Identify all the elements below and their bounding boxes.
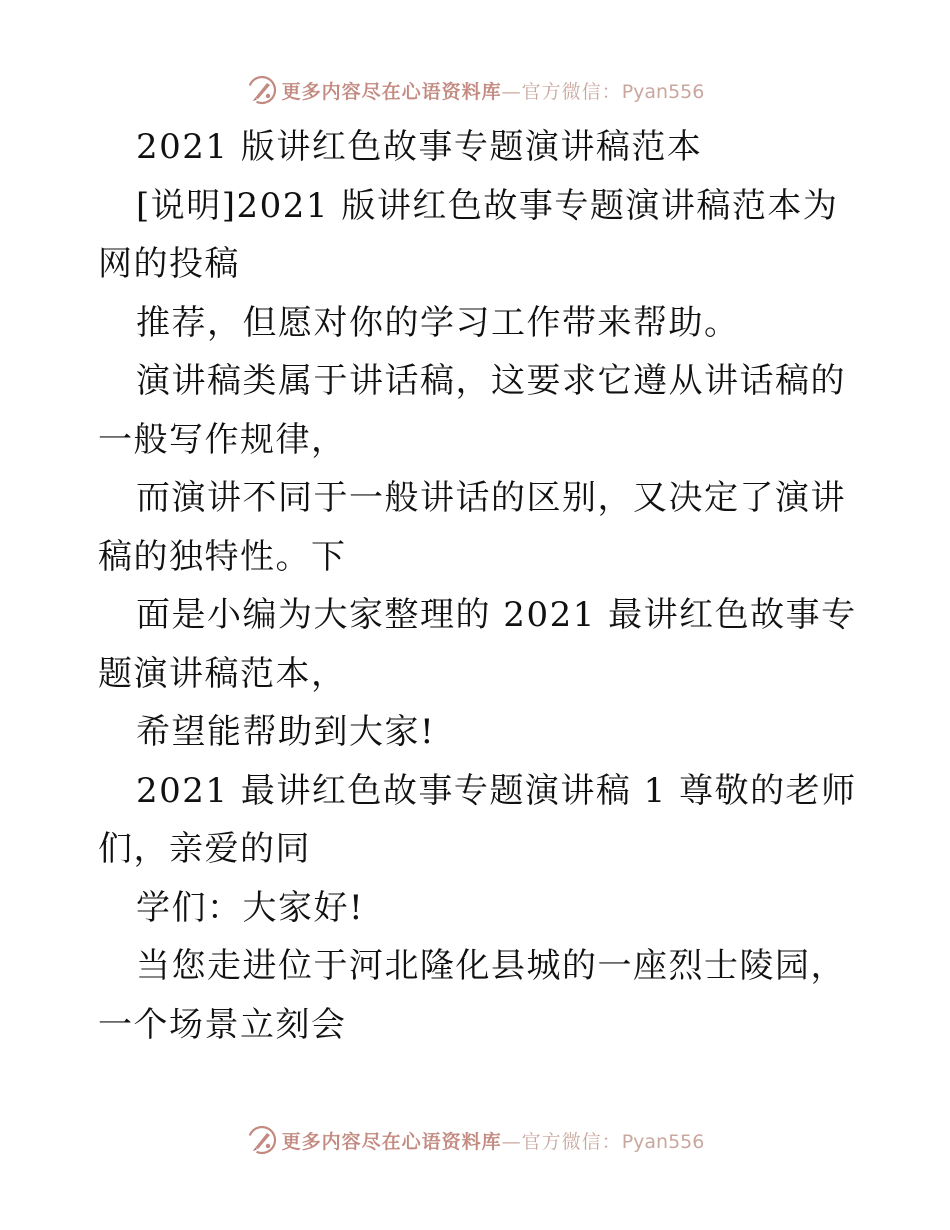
footer-wechat-id: Pyan556 — [621, 1130, 705, 1153]
header-banner-text — [282, 77, 705, 104]
footer-banner — [0, 1118, 950, 1162]
document-paragraph: 当您走进位于河北隆化县城的一座烈士陵园，一个场景立刻会 — [98, 946, 846, 1045]
header-brand: 更多内容尽在心语资料库 — [281, 80, 502, 103]
footer-wechat-label: 官方微信： — [521, 1130, 622, 1153]
document-paragraph: 演讲稿类属于讲话稿，这要求它遵从讲话稿的一般写作规律， — [98, 361, 846, 460]
document-title: 2021 版讲红色故事专题演讲稿范本 — [136, 127, 703, 167]
header-wechat-label: 官方微信： — [521, 80, 622, 103]
document-paragraph: [说明]2021 版讲红色故事专题演讲稿范本为网的投稿 — [98, 185, 839, 284]
header-banner — [0, 68, 950, 112]
document-body — [98, 118, 858, 1054]
document-paragraph: 推荐，但愿对你的学习工作带来帮助。 — [136, 302, 740, 343]
quill-pen-icon — [246, 74, 278, 106]
footer-brand: 更多内容尽在心语资料库 — [281, 1130, 502, 1153]
footer-dash: — — [501, 1130, 522, 1153]
footer-banner-text — [282, 1127, 705, 1154]
document-paragraph: 而演讲不同于一般讲话的区别，又决定了演讲稿的独特性。下 — [98, 478, 846, 577]
header-wechat-id: Pyan556 — [621, 80, 705, 103]
header-dash: — — [501, 80, 522, 103]
quill-pen-icon — [246, 1124, 278, 1156]
document-paragraph: 2021 最讲红色故事专题演讲稿 1 尊敬的老师们，亲爱的同 — [98, 770, 857, 869]
document-paragraph: 希望能帮助到大家! — [136, 712, 436, 752]
document-paragraph: 面是小编为大家整理的 2021 最讲红色故事专题演讲稿范本， — [98, 595, 857, 694]
document-paragraph: 学们：大家好! — [136, 887, 365, 928]
